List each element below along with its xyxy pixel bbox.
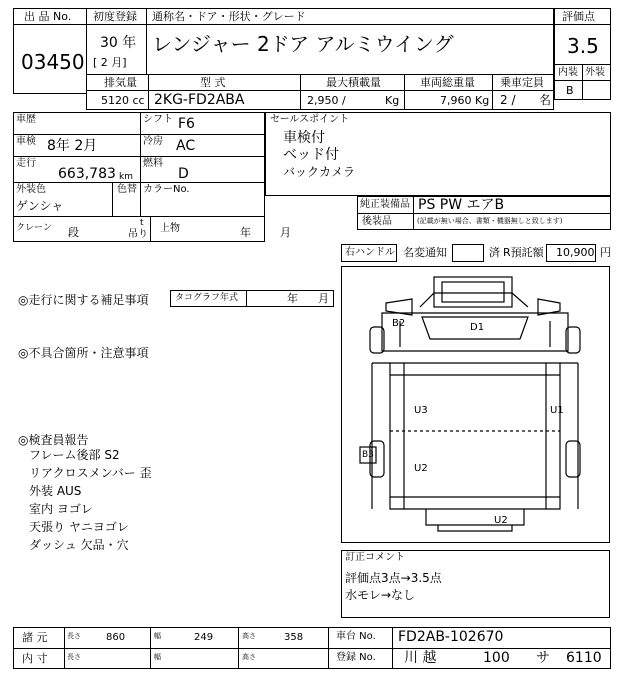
fuel-value: D bbox=[178, 166, 189, 182]
model-value: 2KG-FD2ABA bbox=[154, 92, 245, 108]
first-reg-label: 初度登録 bbox=[93, 10, 137, 23]
inspector-line-4: 室内 ヨゴレ bbox=[29, 502, 93, 516]
crane-label: クレーン bbox=[16, 223, 52, 233]
width-label: 幅 bbox=[154, 632, 161, 640]
genuine-label: 純正装備品 bbox=[360, 199, 410, 210]
displacement-value: 5120 cc bbox=[101, 94, 145, 107]
score-value: 3.5 bbox=[567, 34, 599, 58]
capacity-unit: 名 bbox=[539, 93, 552, 107]
sales-line-2: ベッド付 bbox=[283, 147, 339, 163]
correction-line-2: 水モレ→なし bbox=[345, 588, 416, 602]
interior-grade: B bbox=[566, 84, 574, 97]
ac-label: 冷房 bbox=[143, 136, 163, 147]
recycle-unit: 円 bbox=[600, 246, 611, 259]
inspector-line-1: フレーム後部 S2 bbox=[29, 448, 120, 462]
inspection-value: 8年 2月 bbox=[47, 138, 98, 154]
length-label: 長さ bbox=[67, 632, 81, 640]
gross-weight-label: 車両総重量 bbox=[420, 76, 475, 89]
height-value: 358 bbox=[284, 632, 304, 643]
year: 30 年 bbox=[100, 35, 137, 51]
loading-year: 年 bbox=[240, 226, 251, 239]
ac-value: AC bbox=[176, 138, 196, 154]
mark-u3: U3 bbox=[414, 405, 428, 416]
ext-color-label: 外装色 bbox=[16, 184, 46, 195]
inner-height-label: 高さ bbox=[242, 653, 256, 661]
shift-label: シフト bbox=[143, 114, 173, 125]
correction-label: 訂正コメント bbox=[345, 552, 405, 563]
car-name: レンジャー 2ドア アルミウイング bbox=[152, 32, 454, 56]
mark-u2-rear: U2 bbox=[494, 515, 508, 526]
reg-place: 川 越 bbox=[404, 650, 437, 666]
inspector-line-6: ダッシュ 欠品・穴 bbox=[29, 538, 129, 552]
name-label: 通称名・ドア・形状・グレード bbox=[152, 10, 306, 23]
shift-value: F6 bbox=[178, 116, 195, 132]
name-change-box bbox=[452, 244, 484, 262]
history-label: 車歴 bbox=[16, 114, 36, 125]
loading-label: 上物 bbox=[160, 223, 180, 234]
inspector-label: ◎検査員報告 bbox=[18, 433, 89, 447]
damage-diagram bbox=[341, 266, 610, 543]
gross-weight-value: 7,960 Kg bbox=[440, 94, 490, 107]
aftermarket-label: 後装品 bbox=[362, 216, 392, 227]
sales-line-1: 車検付 bbox=[283, 130, 325, 146]
right-handle: 右ハンドル bbox=[345, 247, 395, 258]
recycle-deposit: 済 bbox=[489, 246, 500, 259]
inspector-line-2: リアクロスメンバー 歪 bbox=[29, 466, 152, 480]
crane-stage: 段 bbox=[68, 226, 79, 239]
reg-label: 登録 No. bbox=[336, 652, 376, 663]
name-change-label: 名変通知 bbox=[403, 246, 447, 259]
inspector-line-5: 天張り ヤニヨゴレ bbox=[29, 520, 129, 534]
aftermarket-note: (記載が無い場合、書類・機器無しと致します) bbox=[417, 217, 563, 225]
mark-b2: B2 bbox=[392, 318, 406, 329]
reg-class: 100 bbox=[483, 650, 510, 666]
inner-label: 内 寸 bbox=[22, 652, 48, 665]
displacement-label: 排気量 bbox=[104, 76, 137, 89]
crane-hang: 吊り bbox=[128, 229, 148, 240]
tacho-label: タコグラフ年式 bbox=[175, 293, 239, 303]
sales-line-3: バックカメラ bbox=[283, 165, 356, 179]
mark-b3: B3 bbox=[362, 450, 374, 460]
defect-label: ◎不具合箇所・注意事項 bbox=[18, 346, 149, 360]
mark-u2-side: U2 bbox=[414, 463, 428, 474]
capacity-label: 乗車定員 bbox=[500, 76, 544, 89]
mark-u1: U1 bbox=[550, 405, 564, 416]
max-load-unit: Kg bbox=[385, 94, 400, 107]
ext-color-value: ゲンシャ bbox=[16, 199, 64, 213]
max-load-label: 最大積載量 bbox=[326, 76, 381, 89]
inner-width-label: 幅 bbox=[154, 653, 161, 661]
model-label: 型 式 bbox=[200, 76, 226, 89]
tacho-year: 年 bbox=[287, 292, 298, 305]
mark-d1: D1 bbox=[470, 322, 485, 333]
dims-label: 諸 元 bbox=[22, 631, 48, 644]
mileage-unit: km bbox=[119, 172, 133, 182]
inspector-line-3: 外装 AUS bbox=[29, 484, 82, 498]
crane-ton: t bbox=[140, 218, 144, 228]
length-value: 860 bbox=[106, 632, 126, 643]
recycle-label: R預託額 bbox=[503, 246, 544, 259]
fuel-label: 燃料 bbox=[143, 158, 163, 169]
height-label: 高さ bbox=[242, 632, 256, 640]
interior-label: 内装 bbox=[558, 67, 578, 78]
exterior-label: 外装 bbox=[585, 67, 605, 78]
width-value: 249 bbox=[194, 632, 214, 643]
loading-month: 月 bbox=[280, 226, 291, 239]
capacity-value: 2 / bbox=[500, 93, 516, 107]
recycle-amount: 10,900 bbox=[556, 246, 595, 259]
score-label: 評価点 bbox=[562, 10, 595, 23]
reg-kana: サ bbox=[536, 650, 550, 666]
driving-notes-label: ◎走行に関する補足事項 bbox=[18, 293, 149, 307]
inspection-label: 車検 bbox=[16, 136, 36, 147]
reg-number: 6110 bbox=[566, 650, 602, 666]
max-load-value: 2,950 / bbox=[307, 94, 346, 107]
inner-length-label: 長さ bbox=[67, 653, 81, 661]
mileage-label: 走行 bbox=[16, 158, 36, 169]
mileage-value: 663,783 bbox=[58, 166, 116, 182]
sales-label: セールスポイント bbox=[270, 114, 350, 125]
color-code-label: カラーNo. bbox=[143, 184, 190, 195]
chassis-label: 車台 No. bbox=[336, 631, 376, 642]
lot-number: 03450 bbox=[21, 50, 85, 74]
tacho-month: 月 bbox=[318, 292, 329, 305]
month: [ 2 月] bbox=[93, 56, 127, 69]
chassis-value: FD2AB-102670 bbox=[398, 629, 504, 645]
correction-line-1: 評価点3点→3.5点 bbox=[345, 571, 442, 585]
lot-label: 出 品 No. bbox=[24, 10, 72, 23]
color-change-label: 色替 bbox=[117, 184, 137, 195]
genuine-value: PS PW エアB bbox=[418, 197, 505, 213]
